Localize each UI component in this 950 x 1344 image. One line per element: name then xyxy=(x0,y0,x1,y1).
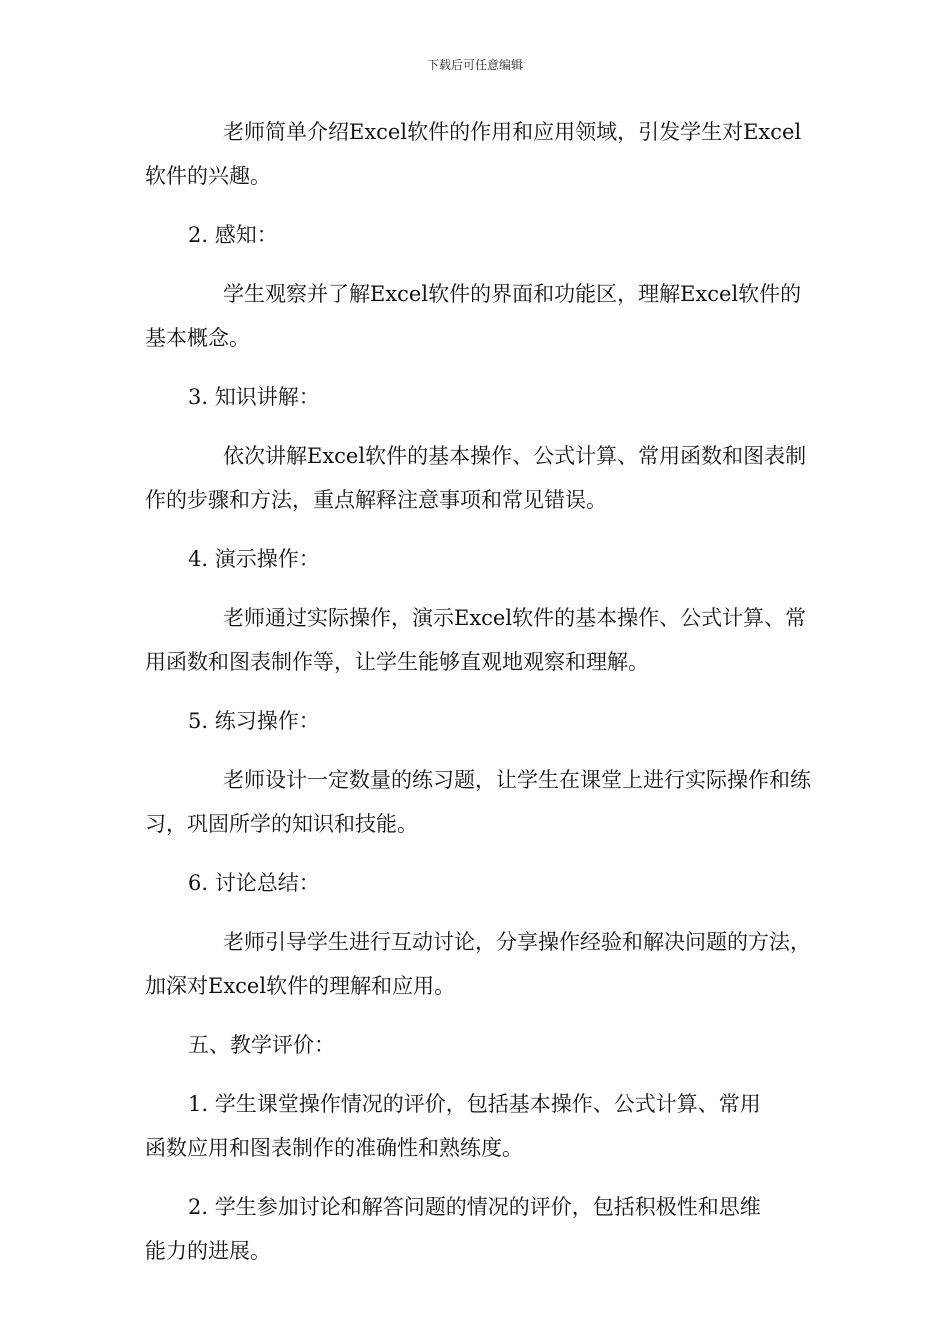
paragraph-knowledge: 依次讲解Excel软件的基本操作、公式计算、常用函数和图表制作的步骤和方法，重点解释注意事项和常见错误。 xyxy=(145,444,807,512)
heading-knowledge: 3. 知识讲解： xyxy=(188,385,320,409)
paragraph-discussion: 老师引导学生进行互动讨论，分享操作经验和解决问题的方法，加深对Excel软件的理解和应用。 xyxy=(145,930,811,998)
paragraph-evaluation-2 xyxy=(145,1185,813,1273)
evaluation-2-line-2: 能力的进展。 xyxy=(145,1239,271,1263)
heading-discussion: 6. 讨论总结： xyxy=(188,871,320,895)
paragraph-intro: 老师简单介绍Excel软件的作用和应用领域，引发学生对Excel软件的兴趣。 xyxy=(145,120,802,188)
paragraph-evaluation-1 xyxy=(145,1082,813,1170)
heading-perception: 2. 感知： xyxy=(188,223,278,247)
heading-evaluation: 五、教学评价： xyxy=(188,1033,335,1057)
paragraph-perception: 学生观察并了解Excel软件的界面和功能区，理解Excel软件的基本概念。 xyxy=(145,282,802,350)
evaluation-1-line-1: 1. 学生课堂操作情况的评价，包括基本操作、公式计算、常用 xyxy=(188,1092,761,1116)
paragraph-demo: 老师通过实际操作，演示Excel软件的基本操作、公式计算、常用函数和图表制作等，让学生能够直观地观察和理解。 xyxy=(145,606,807,674)
paragraph-practice: 老师设计一定数量的练习题，让学生在课堂上进行实际操作和练习，巩固所学的知识和技能。 xyxy=(145,768,811,836)
evaluation-1-line-2: 函数应用和图表制作的准确性和熟练度。 xyxy=(145,1136,523,1160)
document-body xyxy=(145,110,813,1288)
page-header: 下载后可任意编辑 xyxy=(426,58,523,72)
heading-demo: 4. 演示操作： xyxy=(188,547,320,571)
heading-practice: 5. 练习操作： xyxy=(188,709,320,733)
evaluation-2-line-1: 2. 学生参加讨论和解答问题的情况的评价，包括积极性和思维 xyxy=(188,1195,761,1219)
